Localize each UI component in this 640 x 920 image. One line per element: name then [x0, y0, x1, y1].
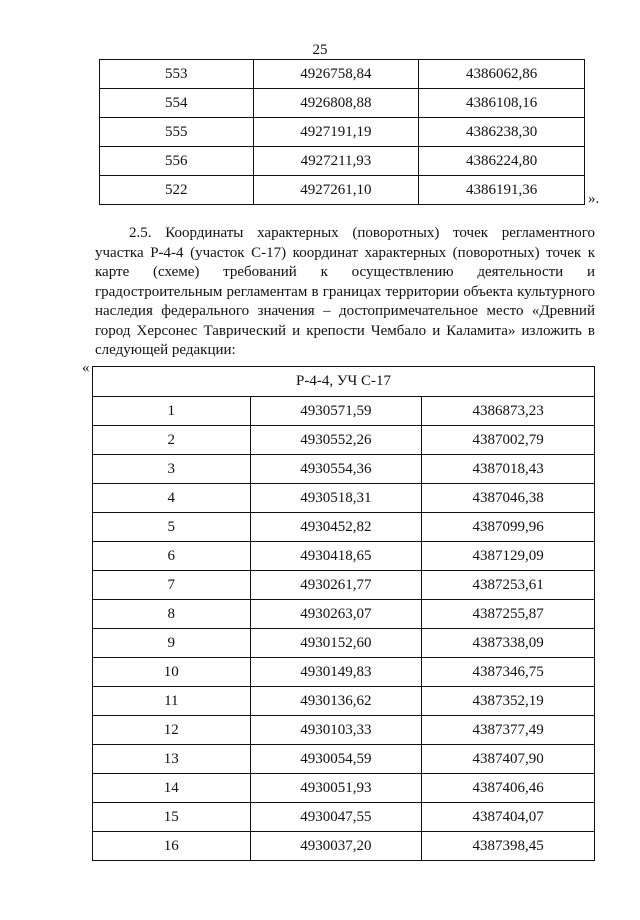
coordinates-table-r-4-4 [92, 366, 595, 861]
coordinate-y-cell: 4387406,46 [422, 774, 595, 803]
point-number-cell: 4 [93, 484, 251, 513]
coordinate-y-cell: 4387407,90 [422, 745, 595, 774]
coordinate-x-cell: 4930518,31 [250, 484, 422, 513]
point-number-cell: 556 [100, 147, 254, 176]
coordinate-y-cell: 4387398,45 [422, 832, 595, 861]
table-row [100, 147, 585, 176]
table-row [93, 803, 595, 832]
table-row [93, 571, 595, 600]
coordinate-x-cell: 4930054,59 [250, 745, 422, 774]
coordinate-x-cell: 4926808,88 [253, 89, 419, 118]
table-row [100, 176, 585, 205]
coordinate-x-cell: 4930552,26 [250, 426, 422, 455]
table-row [93, 397, 595, 426]
point-number-cell: 554 [100, 89, 254, 118]
coordinate-x-cell: 4930136,62 [250, 687, 422, 716]
table-row [93, 455, 595, 484]
point-number-cell: 1 [93, 397, 251, 426]
table-row [100, 118, 585, 147]
coordinate-y-cell: 4387099,96 [422, 513, 595, 542]
table-row [93, 484, 595, 513]
table-row [93, 745, 595, 774]
coordinate-y-cell: 4387046,38 [422, 484, 595, 513]
point-number-cell: 522 [100, 176, 254, 205]
point-number-cell: 555 [100, 118, 254, 147]
table-header-row [93, 367, 595, 397]
table-row [100, 89, 585, 118]
point-number-cell: 13 [93, 745, 251, 774]
coordinate-y-cell: 4386238,30 [419, 118, 585, 147]
point-number-cell: 9 [93, 629, 251, 658]
coordinate-y-cell: 4387352,19 [422, 687, 595, 716]
point-number-cell: 16 [93, 832, 251, 861]
point-number-cell: 5 [93, 513, 251, 542]
coordinate-x-cell: 4930261,77 [250, 571, 422, 600]
table-row [93, 600, 595, 629]
point-number-cell: 3 [93, 455, 251, 484]
coordinate-y-cell: 4387002,79 [422, 426, 595, 455]
table-row [93, 542, 595, 571]
point-number-cell: 8 [93, 600, 251, 629]
coordinate-x-cell: 4930263,07 [250, 600, 422, 629]
coordinate-x-cell: 4930051,93 [250, 774, 422, 803]
coordinate-y-cell: 4386108,16 [419, 89, 585, 118]
point-number-cell: 7 [93, 571, 251, 600]
table-row [93, 658, 595, 687]
coordinate-x-cell: 4930418,65 [250, 542, 422, 571]
coordinates-table-continued [99, 59, 585, 205]
amendment-paragraph: 2.5. Координаты характерных (поворотных) точек регламентного участка Р-4-4 (участок С-17) координат характерных (поворотных) точек к карте (схеме) требований к осуществлению деятельности и градостроительным регламентам в границах территории объекта культурного наследия федерального значения – достопримечательное место «Древний город Херсонес Таврический и крепости Чембало и Каламита» изложить в следующей редакции: [95, 225, 595, 358]
coordinate-y-cell: 4386873,23 [422, 397, 595, 426]
table-row [100, 60, 585, 89]
coordinate-x-cell: 4926758,84 [253, 60, 419, 89]
coordinate-y-cell: 4387253,61 [422, 571, 595, 600]
point-number-cell: 12 [93, 716, 251, 745]
coordinate-x-cell: 4930452,82 [250, 513, 422, 542]
coordinate-x-cell: 4930152,60 [250, 629, 422, 658]
point-number-cell: 15 [93, 803, 251, 832]
coordinate-x-cell: 4930554,36 [250, 455, 422, 484]
coordinate-x-cell: 4930103,33 [250, 716, 422, 745]
coordinate-x-cell: 4927211,93 [253, 147, 419, 176]
page-number: 25 [312, 42, 328, 58]
closing-quote: ». [588, 191, 600, 207]
point-number-cell: 6 [93, 542, 251, 571]
table-row [93, 832, 595, 861]
point-number-cell: 14 [93, 774, 251, 803]
coordinate-y-cell: 4386191,36 [419, 176, 585, 205]
table-row [93, 513, 595, 542]
coordinate-x-cell: 4930047,55 [250, 803, 422, 832]
coordinate-y-cell: 4387129,09 [422, 542, 595, 571]
coordinate-y-cell: 4386062,86 [419, 60, 585, 89]
coordinate-x-cell: 4927261,10 [253, 176, 419, 205]
coordinate-y-cell: 4387377,49 [422, 716, 595, 745]
point-number-cell: 10 [93, 658, 251, 687]
point-number-cell: 11 [93, 687, 251, 716]
table-row [93, 774, 595, 803]
table-row [93, 629, 595, 658]
coordinate-x-cell: 4930571,59 [250, 397, 422, 426]
coordinate-y-cell: 4387404,07 [422, 803, 595, 832]
table-row [93, 687, 595, 716]
coordinate-y-cell: 4387338,09 [422, 629, 595, 658]
point-number-cell: 553 [100, 60, 254, 89]
coordinate-y-cell: 4387255,87 [422, 600, 595, 629]
table-row [93, 716, 595, 745]
coordinate-y-cell: 4386224,80 [419, 147, 585, 176]
coordinate-y-cell: 4387018,43 [422, 455, 595, 484]
coordinate-y-cell: 4387346,75 [422, 658, 595, 687]
coordinate-x-cell: 4927191,19 [253, 118, 419, 147]
table-row [93, 426, 595, 455]
coordinate-x-cell: 4930149,83 [250, 658, 422, 687]
point-number-cell: 2 [93, 426, 251, 455]
coordinate-x-cell: 4930037,20 [250, 832, 422, 861]
opening-quote: « [82, 360, 90, 376]
table-header: Р-4-4, УЧ С-17 [93, 367, 595, 397]
